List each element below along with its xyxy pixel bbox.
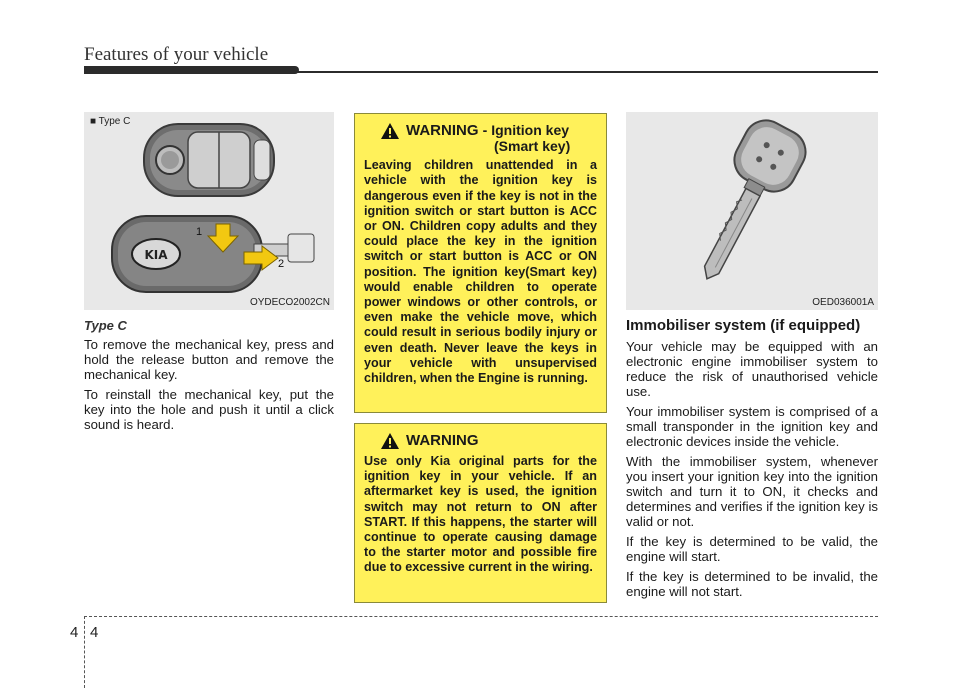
paragraph: To remove the mechanical key, press and hold the release button and remove the mechanical key. bbox=[84, 337, 334, 382]
warning-icon bbox=[380, 122, 400, 140]
callout-1: 1 bbox=[196, 226, 203, 238]
smart-key-illustration bbox=[84, 112, 334, 310]
figure-code: OED036001A bbox=[812, 297, 874, 308]
left-column-text bbox=[84, 318, 334, 437]
page-number: 4 bbox=[90, 624, 99, 641]
warning-subtitle-2: (Smart key) bbox=[494, 138, 571, 154]
warning-original-parts bbox=[354, 423, 607, 603]
footer-rule bbox=[84, 616, 878, 617]
header-rule-accent bbox=[84, 66, 299, 74]
page-header-title: Features of your vehicle bbox=[84, 44, 269, 65]
immobiliser-heading: Immobiliser system (if equipped) bbox=[626, 317, 861, 334]
warning-body: Use only Kia original parts for the ignition key in your vehicle. If an aftermarket key is used, the ignition switch may not return to ON after START. If this happens, the starter will continue to operate causing damage to the starter motor and possible fire due to excessive current in the wiring. bbox=[364, 454, 597, 575]
paragraph: If the key is determined to be invalid, the engine will not start. bbox=[626, 569, 878, 599]
warning-title: WARNING bbox=[406, 122, 479, 139]
svg-text:KIA: KIA bbox=[144, 248, 168, 262]
warning-icon bbox=[380, 432, 400, 450]
paragraph: If the key is determined to be valid, the engine will start. bbox=[626, 534, 878, 564]
chapter-number: 4 bbox=[70, 624, 79, 641]
type-c-subheading: Type C bbox=[84, 318, 127, 333]
warning-subtitle-1: - Ignition key bbox=[482, 122, 570, 138]
paragraph: To reinstall the mechanical key, put the key into the hole and push it until a click sound is heard. bbox=[84, 387, 334, 432]
paragraph: Your immobiliser system is comprised of a small transponder in the ignition key and electronic devices inside the vehicle. bbox=[626, 404, 878, 449]
callout-2: 2 bbox=[278, 258, 285, 270]
paragraph: Your vehicle may be equipped with an electronic engine immobiliser system to reduce the risk of unauthorised vehicle use. bbox=[626, 339, 878, 399]
figure-code: OYDECO2002CN bbox=[249, 297, 330, 308]
footer-divider bbox=[84, 616, 86, 688]
paragraph: With the immobiliser system, whenever you insert your ignition key into the ignition switch and turn it to ON, it checks and determines and verifies if the ignition key is valid or not. bbox=[626, 454, 878, 529]
right-column-text bbox=[626, 318, 878, 604]
warning-body: Leaving children unattended in a vehicle with the ignition key is dangerous even if the key is not in the ignition switch or start button is ACC or ON. Children copy adults and they could place the key in the ignition switch or start button is ACC or ON position. The ignition key(Smart key) would enable children to operate power windows or other controls, or even make the vehicle move, which could result in serious bodily injury or even death. Never leave the keys in your vehicle with unsupervised children, when the Engine is running. bbox=[364, 158, 597, 386]
ignition-key-figure bbox=[626, 112, 878, 310]
ignition-key-illustration bbox=[626, 112, 878, 310]
smart-key-figure bbox=[84, 112, 334, 310]
warning-ignition-key bbox=[354, 113, 607, 413]
figure-type-label: ■ Type C bbox=[90, 116, 131, 127]
warning-title: WARNING bbox=[406, 432, 479, 449]
